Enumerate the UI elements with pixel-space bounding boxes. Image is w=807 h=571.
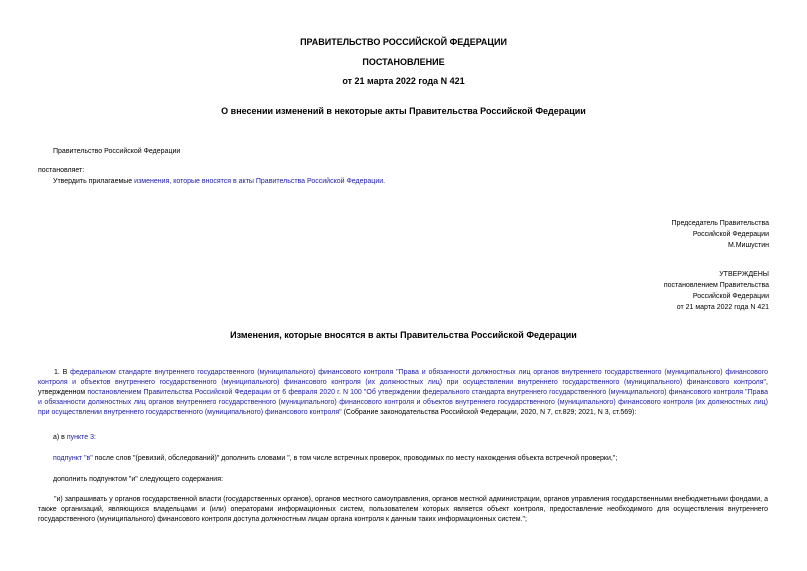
approved-by: постановлением Правительства — [663, 282, 769, 289]
changes-title: Изменения, которые вносятся в акты Правительства Российской Федерации — [230, 330, 577, 340]
add-subparagraph-text: дополнить подпунктом "и" следующего содержания: — [53, 476, 223, 483]
item-1-mid: , утвержденном — [38, 379, 768, 396]
document-type: ПОСТАНОВЛЕНИЕ — [362, 57, 445, 67]
signature-position: Председатель Правительства — [671, 220, 769, 227]
approved-org: Российской Федерации — [692, 293, 769, 300]
preamble-text: Правительство Российской Федерации — [53, 148, 181, 155]
document-date-number: от 21 марта 2022 года N 421 — [342, 76, 465, 86]
sub-v-text: после слов "(ревизий, обследований)" дополнить словами ", в том числе встречных проверок, проводимых по месту нахождения объекта встречной проверки,"; — [92, 455, 618, 462]
document-title: О внесении изменений в некоторые акты Правительства Российской Федерации — [221, 106, 586, 116]
sub-v-paragraph — [53, 454, 617, 464]
approve-link[interactable]: изменения, которые вносятся в акты Правительства Российской Федерации — [134, 178, 384, 185]
signature-block — [672, 218, 769, 251]
item-1-standard-link[interactable]: федеральном стандарте внутреннего государственного (муниципального) финансового контроля "Права и обязанности должностных лиц органов внутреннего государственного (муниципального) финансового контроля и объектов внутреннего государственного (муниципального) финансового контроля (их должностных лиц) при осуществлении внутреннего государственного (муниципального) финансового контроля" — [38, 369, 768, 386]
approve-suffix: . — [383, 178, 386, 185]
sub-i-paragraph: "и) запрашивать у органов государственной власти (государственных органов), органов местного самоуправления, органов местной администрации, органов управления государственными внебюджетными фондами, а также организаций, являющихся владельцами и (или) операторами информационных систем, пользователем которых является объект контроля, предоставление необходимого для осуществления внутреннего государственного (муниципального) финансового контроля доступа должностным лицам органа контроля к данным таких информационных систем."; — [38, 496, 768, 523]
approve-prefix: Утвердить прилагаемые — [53, 178, 135, 185]
sub-a-suffix: : — [94, 434, 96, 441]
approved-date: от 21 марта 2022 года N 421 — [676, 304, 769, 311]
item-1-suffix: (Собрание законодательства Российской Федерации, 2020, N 7, ст.829; 2021, N 3, ст.569): — [341, 409, 637, 416]
government-heading: ПРАВИТЕЛЬСТВО РОССИЙСКОЙ ФЕДЕРАЦИИ — [300, 37, 507, 47]
approved-heading: УТВЕРЖДЕНЫ — [719, 271, 769, 278]
signature-name: М.Мишустин — [727, 242, 769, 249]
signature-org: Российской Федерации — [692, 231, 769, 238]
item-1-paragraph — [38, 368, 768, 418]
decides-text: постановляет: — [38, 167, 85, 174]
sub-a-paragraph — [53, 433, 96, 443]
item-1-resolution-link[interactable]: постановлением Правительства Российской Федерации от 6 февраля 2020 г. N 100 "Об утверждении федерального стандарта внутреннего государственного (муниципального) финансового контроля "Права и обязанности должностных лиц органов внутреннего государственного (муниципального) финансового контроля и объектов внутреннего государственного (муниципального) финансового контроля (их должностных лиц) при осуществлении внутреннего государственного (муниципального) финансового контроля" — [38, 389, 768, 416]
sub-a-prefix: а) в — [53, 434, 67, 441]
item-1-number: 1. В — [54, 369, 71, 376]
sub-a-link[interactable]: пункте 3 — [66, 434, 94, 441]
approved-block — [664, 269, 769, 313]
sub-v-link[interactable]: подпункт "в" — [53, 455, 93, 462]
approve-paragraph — [53, 177, 385, 187]
